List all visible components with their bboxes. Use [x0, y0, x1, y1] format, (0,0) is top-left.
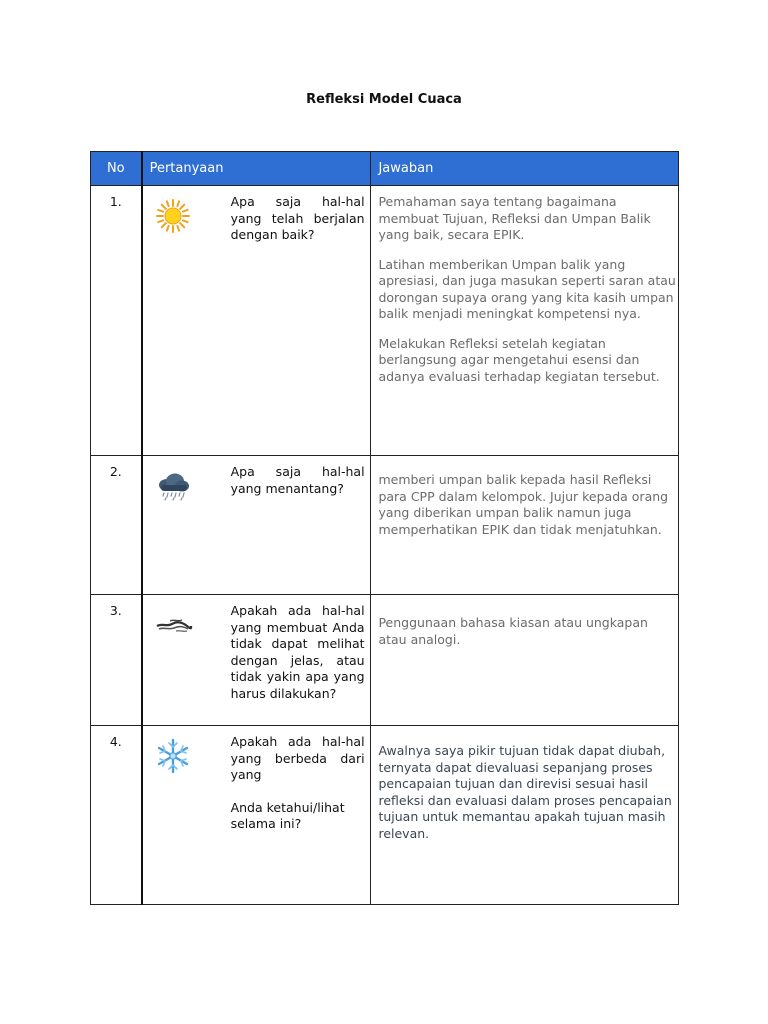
question-text [231, 603, 365, 702]
question-cell [142, 726, 371, 905]
reflection-table [90, 151, 679, 905]
question-paragraph: Apakah ada hal-hal yang membuat Anda tidak dapat melihat dengan jelas, atau tidak yakin apa yang harus dilakukan? [230, 603, 365, 701]
fog-icon [151, 607, 197, 643]
question-text [231, 464, 365, 497]
answer-paragraph: Latihan memberikan Umpan balik yang apresiasi, dan juga masukan seperti saran atau dorongan supaya orang yang kita kasih umpan balik menjadi meningkat kompetensi nya. [378, 256, 676, 321]
question-paragraph: Anda ketahui/lihat selama ini? [230, 799, 345, 831]
question-text [231, 734, 365, 833]
question-text [231, 194, 365, 244]
answer-paragraph: memberi umpan balik kepada hasil Refleksi para CPP dalam kelompok. Jujur kepada orang yang diberikan umpan balik namun juga memperhatikan EPIK dan tidak menjatuhkan. [378, 472, 669, 537]
question-cell [142, 186, 371, 456]
storm-cloud-icon [155, 468, 191, 504]
row-number: 1. [91, 186, 142, 456]
answer-paragraph: Penggunaan bahasa kiasan atau ungkapan atau analogi. [378, 615, 648, 647]
table-row [91, 726, 679, 905]
row-number: 2. [91, 456, 142, 595]
table-header-row [91, 152, 679, 186]
answer-paragraph: Awalnya saya pikir tujuan tidak dapat diubah, ternyata dapat dievaluasi sepanjang proses pencapaian tujuan dan direvisi sesuai hasil refleksi dan evaluasi dalam proses pencapaian tujuan untuk memantau apakah tujuan masih relevan. [378, 743, 672, 841]
header-no: No [91, 152, 142, 186]
header-answer: Jawaban [371, 152, 679, 186]
answer-paragraph: Melakukan Refleksi setelah kegiatan berlangsung agar mengetahui esensi dan adanya evaluasi terhadap kegiatan tersebut. [378, 335, 660, 384]
answer-cell [371, 726, 679, 905]
table-row [91, 186, 679, 456]
question-cell [142, 456, 371, 595]
header-question: Pertanyaan [142, 152, 371, 186]
sun-icon [155, 198, 191, 234]
question-paragraph: Apakah ada hal-hal yang berbeda dari yang [230, 734, 365, 782]
answer-paragraph: Pemahaman saya tentang bagaimana membuat Tujuan, Refleksi dan Umpan Balik yang baik, secara EPIK. [378, 194, 651, 242]
row-number: 4. [91, 726, 142, 905]
question-paragraph: Apa saja hal-hal yang telah berjalan dengan baik? [230, 194, 365, 242]
document-title: Refleksi Model Cuaca [306, 92, 462, 107]
question-paragraph: Apa saja hal-hal yang menantang? [230, 464, 365, 496]
question-cell [142, 595, 371, 726]
snowflake-icon [155, 738, 191, 774]
answer-cell [371, 595, 679, 726]
answer-cell [371, 456, 679, 595]
table-row [91, 456, 679, 595]
table-row [91, 595, 679, 726]
row-number: 3. [91, 595, 142, 726]
answer-cell [371, 186, 679, 456]
